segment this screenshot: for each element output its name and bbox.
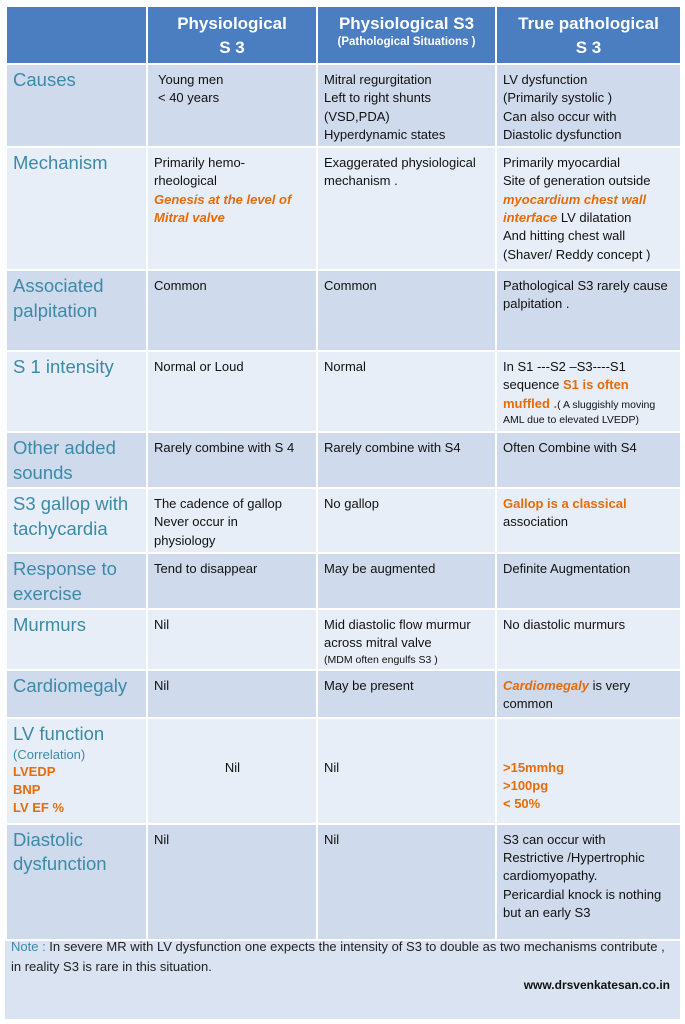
cell-true-pathological: No diastolic murmurs bbox=[496, 609, 681, 670]
cell-physiological: Normal or Loud bbox=[147, 351, 317, 432]
header-true-pathological-s3: True pathological S 3 bbox=[496, 6, 681, 64]
table-row bbox=[6, 609, 681, 670]
row-label-response-to-exercise: Response to exercise bbox=[6, 553, 147, 609]
table-row bbox=[6, 270, 681, 351]
table-row bbox=[6, 488, 681, 553]
cell-physiological: Nil bbox=[147, 609, 317, 670]
table-row bbox=[6, 718, 681, 824]
row-label-lv-function: LV function (Correlation) LVEDP BNP LV EF % bbox=[6, 718, 147, 824]
cell-physiological: Nil bbox=[147, 718, 317, 824]
cell-true-pathological: Often Combine with S4 bbox=[496, 432, 681, 488]
table-row bbox=[6, 432, 681, 488]
cell-physiological: Primarily hemo- rheological Genesis at the level of Mitral valve bbox=[147, 147, 317, 270]
cell-physiological: Common bbox=[147, 270, 317, 351]
row-label-associated-palpitation: Associated palpitation bbox=[6, 270, 147, 351]
header-empty bbox=[6, 6, 147, 64]
s3-comparison-table bbox=[5, 5, 682, 941]
cell-physiological-pathological: Common bbox=[317, 270, 496, 351]
cell-true-pathological: Cardiomegaly is very common bbox=[496, 670, 681, 718]
cell-physiological: Nil bbox=[147, 824, 317, 940]
footnote bbox=[11, 937, 675, 977]
row-label-mechanism: Mechanism bbox=[6, 147, 147, 270]
row-label-s3-gallop: S3 gallop with tachycardia bbox=[6, 488, 147, 553]
note-label: Note : bbox=[11, 939, 46, 954]
row-label-diastolic-dysfunction: Diastolic dysfunction bbox=[6, 824, 147, 940]
comparison-page bbox=[5, 5, 680, 1019]
table-row bbox=[6, 670, 681, 718]
header-physiological-s3-pathological: Physiological S3 (Pathological Situations ) bbox=[317, 6, 496, 64]
cell-physiological: Tend to disappear bbox=[147, 553, 317, 609]
row-label-cardiomegaly: Cardiomegaly bbox=[6, 670, 147, 718]
table-row bbox=[6, 824, 681, 940]
table-row bbox=[6, 351, 681, 432]
website-credit: www.drsvenkatesan.co.in bbox=[523, 978, 670, 992]
cell-physiological-pathological: Rarely combine with S4 bbox=[317, 432, 496, 488]
table-row bbox=[6, 553, 681, 609]
cell-physiological-pathological: No gallop bbox=[317, 488, 496, 553]
header-row bbox=[6, 6, 681, 64]
cell-true-pathological: In S1 ---S2 –S3----S1 sequence S1 is often muffled .( A sluggishly moving AML due to elevated LVEDP) bbox=[496, 351, 681, 432]
cell-physiological: Rarely combine with S 4 bbox=[147, 432, 317, 488]
cell-true-pathological: Gallop is a classical association bbox=[496, 488, 681, 553]
cell-true-pathological: Pathological S3 rarely cause palpitation . bbox=[496, 270, 681, 351]
cell-physiological-pathological: Nil bbox=[317, 824, 496, 940]
cell-physiological: Young men < 40 years bbox=[147, 64, 317, 147]
cell-physiological: The cadence of gallop Never occur in physiology bbox=[147, 488, 317, 553]
cell-physiological-pathological: Normal bbox=[317, 351, 496, 432]
cell-true-pathological: Definite Augmentation bbox=[496, 553, 681, 609]
cell-true-pathological: LV dysfunction (Primarily systolic ) Can also occur with Diastolic dysfunction bbox=[496, 64, 681, 147]
header-physiological-s3: Physiological S 3 bbox=[147, 6, 317, 64]
table-row bbox=[6, 64, 681, 147]
cell-physiological-pathological: May be present bbox=[317, 670, 496, 718]
row-label-murmurs: Murmurs bbox=[6, 609, 147, 670]
note-text: In severe MR with LV dysfunction one expects the intensity of S3 to double as two mechanisms contribute , in reality S3 is rare in this situation. bbox=[11, 939, 665, 974]
cell-true-pathological: >15mmhg >100pg < 50% bbox=[496, 718, 681, 824]
cell-true-pathological: Primarily myocardial Site of generation outside myocardium chest wall interface LV dilatation And hitting chest wall (Shaver/ Reddy concept ) bbox=[496, 147, 681, 270]
cell-physiological-pathological: Mitral regurgitation Left to right shunts (VSD,PDA) Hyperdynamic states bbox=[317, 64, 496, 147]
cell-physiological-pathological: Nil bbox=[317, 718, 496, 824]
table-row bbox=[6, 147, 681, 270]
cell-physiological-pathological: May be augmented bbox=[317, 553, 496, 609]
cell-physiological-pathological: Mid diastolic flow murmur across mitral valve (MDM often engulfs S3 ) bbox=[317, 609, 496, 670]
cell-physiological-pathological: Exaggerated physiological mechanism . bbox=[317, 147, 496, 270]
cell-physiological: Nil bbox=[147, 670, 317, 718]
row-label-s1-intensity: S 1 intensity bbox=[6, 351, 147, 432]
row-label-other-added-sounds: Other added sounds bbox=[6, 432, 147, 488]
cell-true-pathological: S3 can occur with Restrictive /Hypertrophic cardiomyopathy. Pericardial knock is nothing but an early S3 bbox=[496, 824, 681, 940]
row-label-causes: Causes bbox=[6, 64, 147, 147]
